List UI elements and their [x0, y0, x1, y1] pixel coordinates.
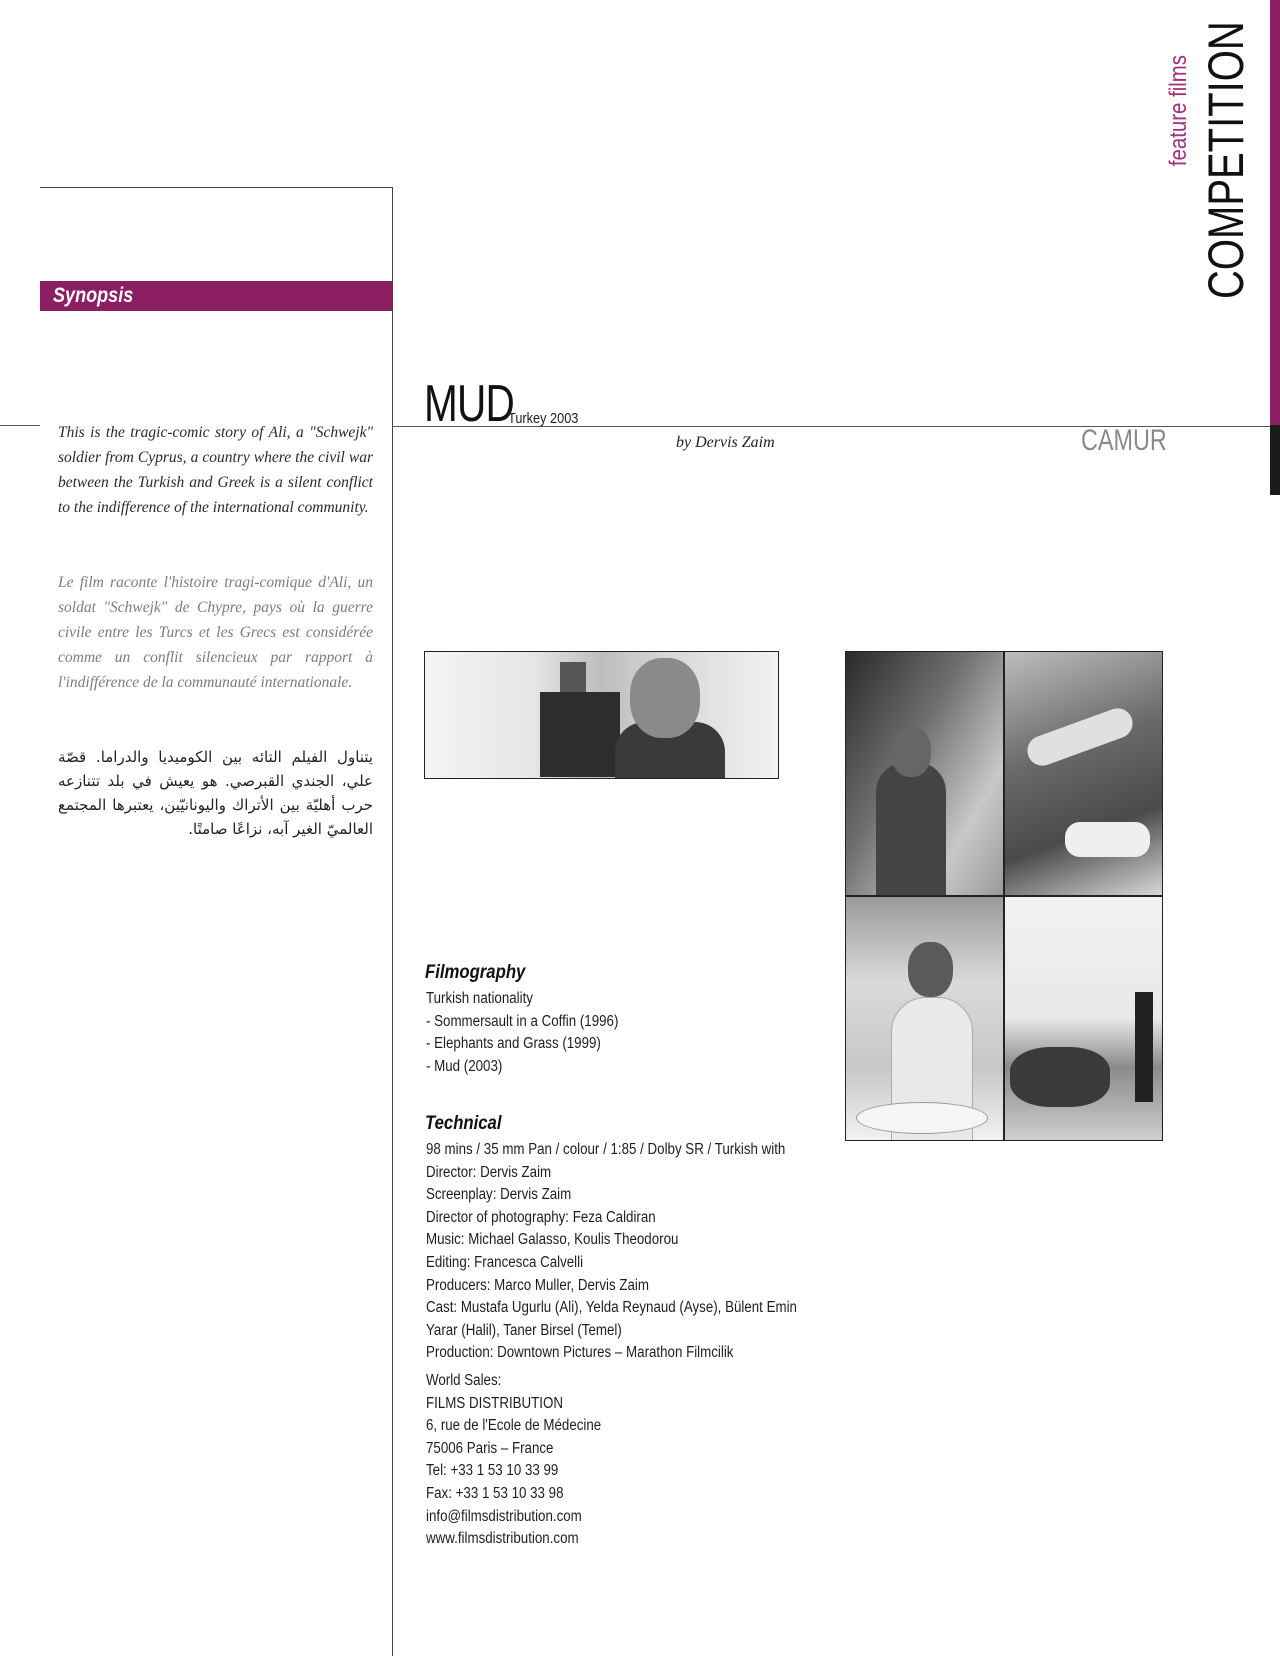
synopsis-english: This is the tragic-comic story of Ali, a "Schwejk" soldier from Cyprus, a country where the civil war between the Turkish and Greek is a silent conflict to the indifference of the international community.: [58, 424, 373, 516]
accent-bar-dark: [1270, 425, 1280, 495]
filmography-item: - Mud (2003): [426, 1057, 503, 1075]
world-sales-item: World Sales:: [426, 1372, 502, 1389]
world-sales-item: Tel: +33 1 53 10 33 99: [426, 1462, 559, 1480]
filmography-item: - Elephants and Grass (1999): [426, 1035, 601, 1053]
technical-item: Director: Dervis Zaim: [426, 1163, 552, 1181]
film-director: by Dervis Zaim: [676, 434, 775, 451]
world-sales-email[interactable]: info@filmsdistribution.com: [426, 1507, 582, 1525]
filmography-list: [426, 988, 787, 1078]
technical-heading: Technical: [425, 1113, 502, 1134]
technical-list: [426, 1139, 797, 1365]
technical-item: Screenplay: Dervis Zaim: [426, 1186, 572, 1204]
film-original-title: CAMUR: [1081, 424, 1167, 457]
technical-item: Yarar (Halil), Taner Birsel (Temel): [426, 1321, 622, 1339]
filmography-heading: Filmography: [425, 962, 526, 983]
technical-item: Music: Michael Galasso, Koulis Theodorou: [426, 1231, 679, 1249]
photo-woman-with-basin: [845, 896, 1004, 1141]
world-sales-website[interactable]: www.filmsdistribution.com: [426, 1530, 579, 1548]
film-country-year: Turkey 2003: [508, 410, 579, 427]
technical-item: 98 mins / 35 mm Pan / colour / 1:85 / Dolby SR / Turkish with: [426, 1141, 786, 1158]
section-subtitle: feature films: [1165, 55, 1192, 167]
world-sales-item: Fax: +33 1 53 10 33 98: [426, 1484, 564, 1502]
technical-item: Director of photography: Feza Caldiran: [426, 1208, 656, 1226]
technical-item: Producers: Marco Muller, Dervis Zaim: [426, 1276, 649, 1294]
world-sales-item: FILMS DISTRIBUTION: [426, 1394, 564, 1412]
technical-item: Cast: Mustafa Ugurlu (Ali), Yelda Reynaud (Ayse), Bülent Emin: [426, 1299, 797, 1317]
photo-soldier: [845, 651, 1004, 896]
filmography-item: - Sommersault in a Coffin (1996): [426, 1012, 619, 1030]
world-sales-item: 6, rue de l'Ecole de Médecine: [426, 1417, 602, 1435]
photo-shore-figure: [1004, 896, 1163, 1141]
world-sales-item: 75006 Paris – France: [426, 1439, 554, 1457]
photo-director-camera: [424, 651, 779, 779]
filmography-item: Turkish nationality: [426, 990, 533, 1007]
section-header: [1165, 21, 1270, 360]
technical-item: Editing: Francesca Calvelli: [426, 1253, 584, 1271]
synopsis-heading: Synopsis: [53, 284, 134, 307]
synopsis-arabic: يتناول الفيلم التائه بين الكوميديا والدراما. قصّة علي، الجندي القبرصي. هو يعيش في بلد تتنازعه حرب أهليّة بين الأتراك واليونانيّين، يعتبرها المجتمع العالميّ الغير آبه، نزاعًا صامتًا.: [58, 748, 373, 838]
film-title: MUD: [424, 375, 515, 433]
world-sales-list: [426, 1370, 787, 1551]
technical-item: Production: Downtown Pictures – Marathon Filmcilik: [426, 1344, 734, 1362]
section-title: COMPETITION: [1198, 21, 1254, 299]
synopsis-column: [40, 187, 393, 1656]
accent-bar: [1270, 0, 1280, 425]
photo-bodies-on-beach: [1004, 651, 1163, 896]
synopsis-french: Le film raconte l'histoire tragi-comique d'Ali, un soldat "Schwejk" de Chypre, pays où la guerre civile entre les Turcs et les Grecs est considérée comme un conflit silencieux par rapport à l'indifférence de la communauté internationale.: [58, 574, 373, 691]
header-rule-left: [0, 425, 40, 426]
